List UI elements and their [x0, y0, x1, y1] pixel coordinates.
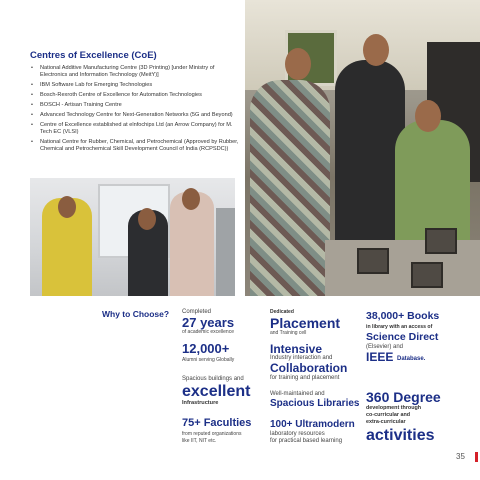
coe-list [30, 65, 240, 153]
infra-big: excellent [182, 383, 251, 400]
years-pre: Completed [182, 309, 212, 315]
degree-post-3: extra-curricular [366, 419, 406, 425]
faculties-post-2: like IIT, NIT etc. [182, 438, 217, 444]
years-post: of academic excellence [182, 329, 234, 335]
list-item: • Centre of Excellence established at elnfochips Ltd (an Arrow Company) for M. Tech EC (VLSI) [30, 122, 240, 136]
lab-students-photo [245, 0, 480, 296]
collaboration-post: for training and placement [270, 375, 340, 381]
placement-pre: Dedicated [270, 309, 294, 315]
degree-post-2: co-curricular and [366, 412, 411, 418]
faculties-big: 75+ Faculties [182, 417, 252, 429]
list-item: • BOSCH - Artisan Training Centre [30, 102, 240, 109]
list-item: • National Centre for Rubber, Chemical, and Petrochemical (Approved by Rubber, Chemical and Petrochemical Skill Development Council of India (RCPSDC)) [30, 139, 240, 153]
placement-big: Placement [270, 315, 341, 331]
coe-title: Centres of Excellence (CoE) [30, 50, 157, 61]
ultramodern-post-1: laboratory resources [270, 431, 325, 437]
accent-bar [475, 452, 478, 462]
books-post: in library with an access of [366, 324, 433, 330]
lab-team-photo [30, 178, 235, 296]
why-heading: Why to Choose? [102, 309, 170, 319]
library-pre: Well-maintained and [270, 391, 325, 397]
books-big: 38,000+ Books [366, 310, 440, 322]
intensive-mid: Industry interaction and [270, 355, 333, 361]
list-item: • Bosch-Rexroth Centre of Excellence for Automation Technologies [30, 92, 240, 99]
ultramodern-big: 100+ Ultramodern [270, 419, 355, 430]
intensive-big: Intensive [270, 342, 323, 356]
alumni-post: Alumni serving Globally [182, 357, 235, 363]
alumni-big: 12,000+ [182, 341, 230, 356]
degree-big: 360 Degree [366, 389, 441, 405]
page-number: 35 [456, 452, 465, 461]
degree-post-1: development through [366, 405, 422, 411]
years-big: 27 years [182, 315, 235, 330]
infra-post: Infrastructure [182, 400, 219, 406]
ieee-post: Database. [397, 356, 426, 362]
list-item: • IBM Software Lab for Emerging Technologies [30, 82, 240, 89]
list-item: • National Additive Manufacturing Centre (3D Printing) [under Ministry of Electronics and Information Technology (MeitY)] [30, 65, 240, 79]
coe-section [30, 50, 240, 156]
infra-pre: Spacious buildings and [182, 376, 244, 382]
library-big: Spacious Libraries [270, 398, 360, 409]
science-direct-post: (Elsevier) and [366, 344, 404, 350]
collaboration-big: Collaboration [270, 361, 348, 375]
faculties-post-1: from reputed organizations [182, 431, 242, 437]
science-direct-big: Science Direct [366, 331, 439, 343]
activities-big: activities [366, 427, 435, 444]
ultramodern-post-2: for practical based learning [270, 438, 343, 444]
list-item: • Advanced Technology Centre for Next-Generation Networks (5G and Beyond) [30, 112, 240, 119]
ieee-big: IEEE [366, 350, 394, 364]
placement-post: and Training cell [270, 330, 307, 336]
